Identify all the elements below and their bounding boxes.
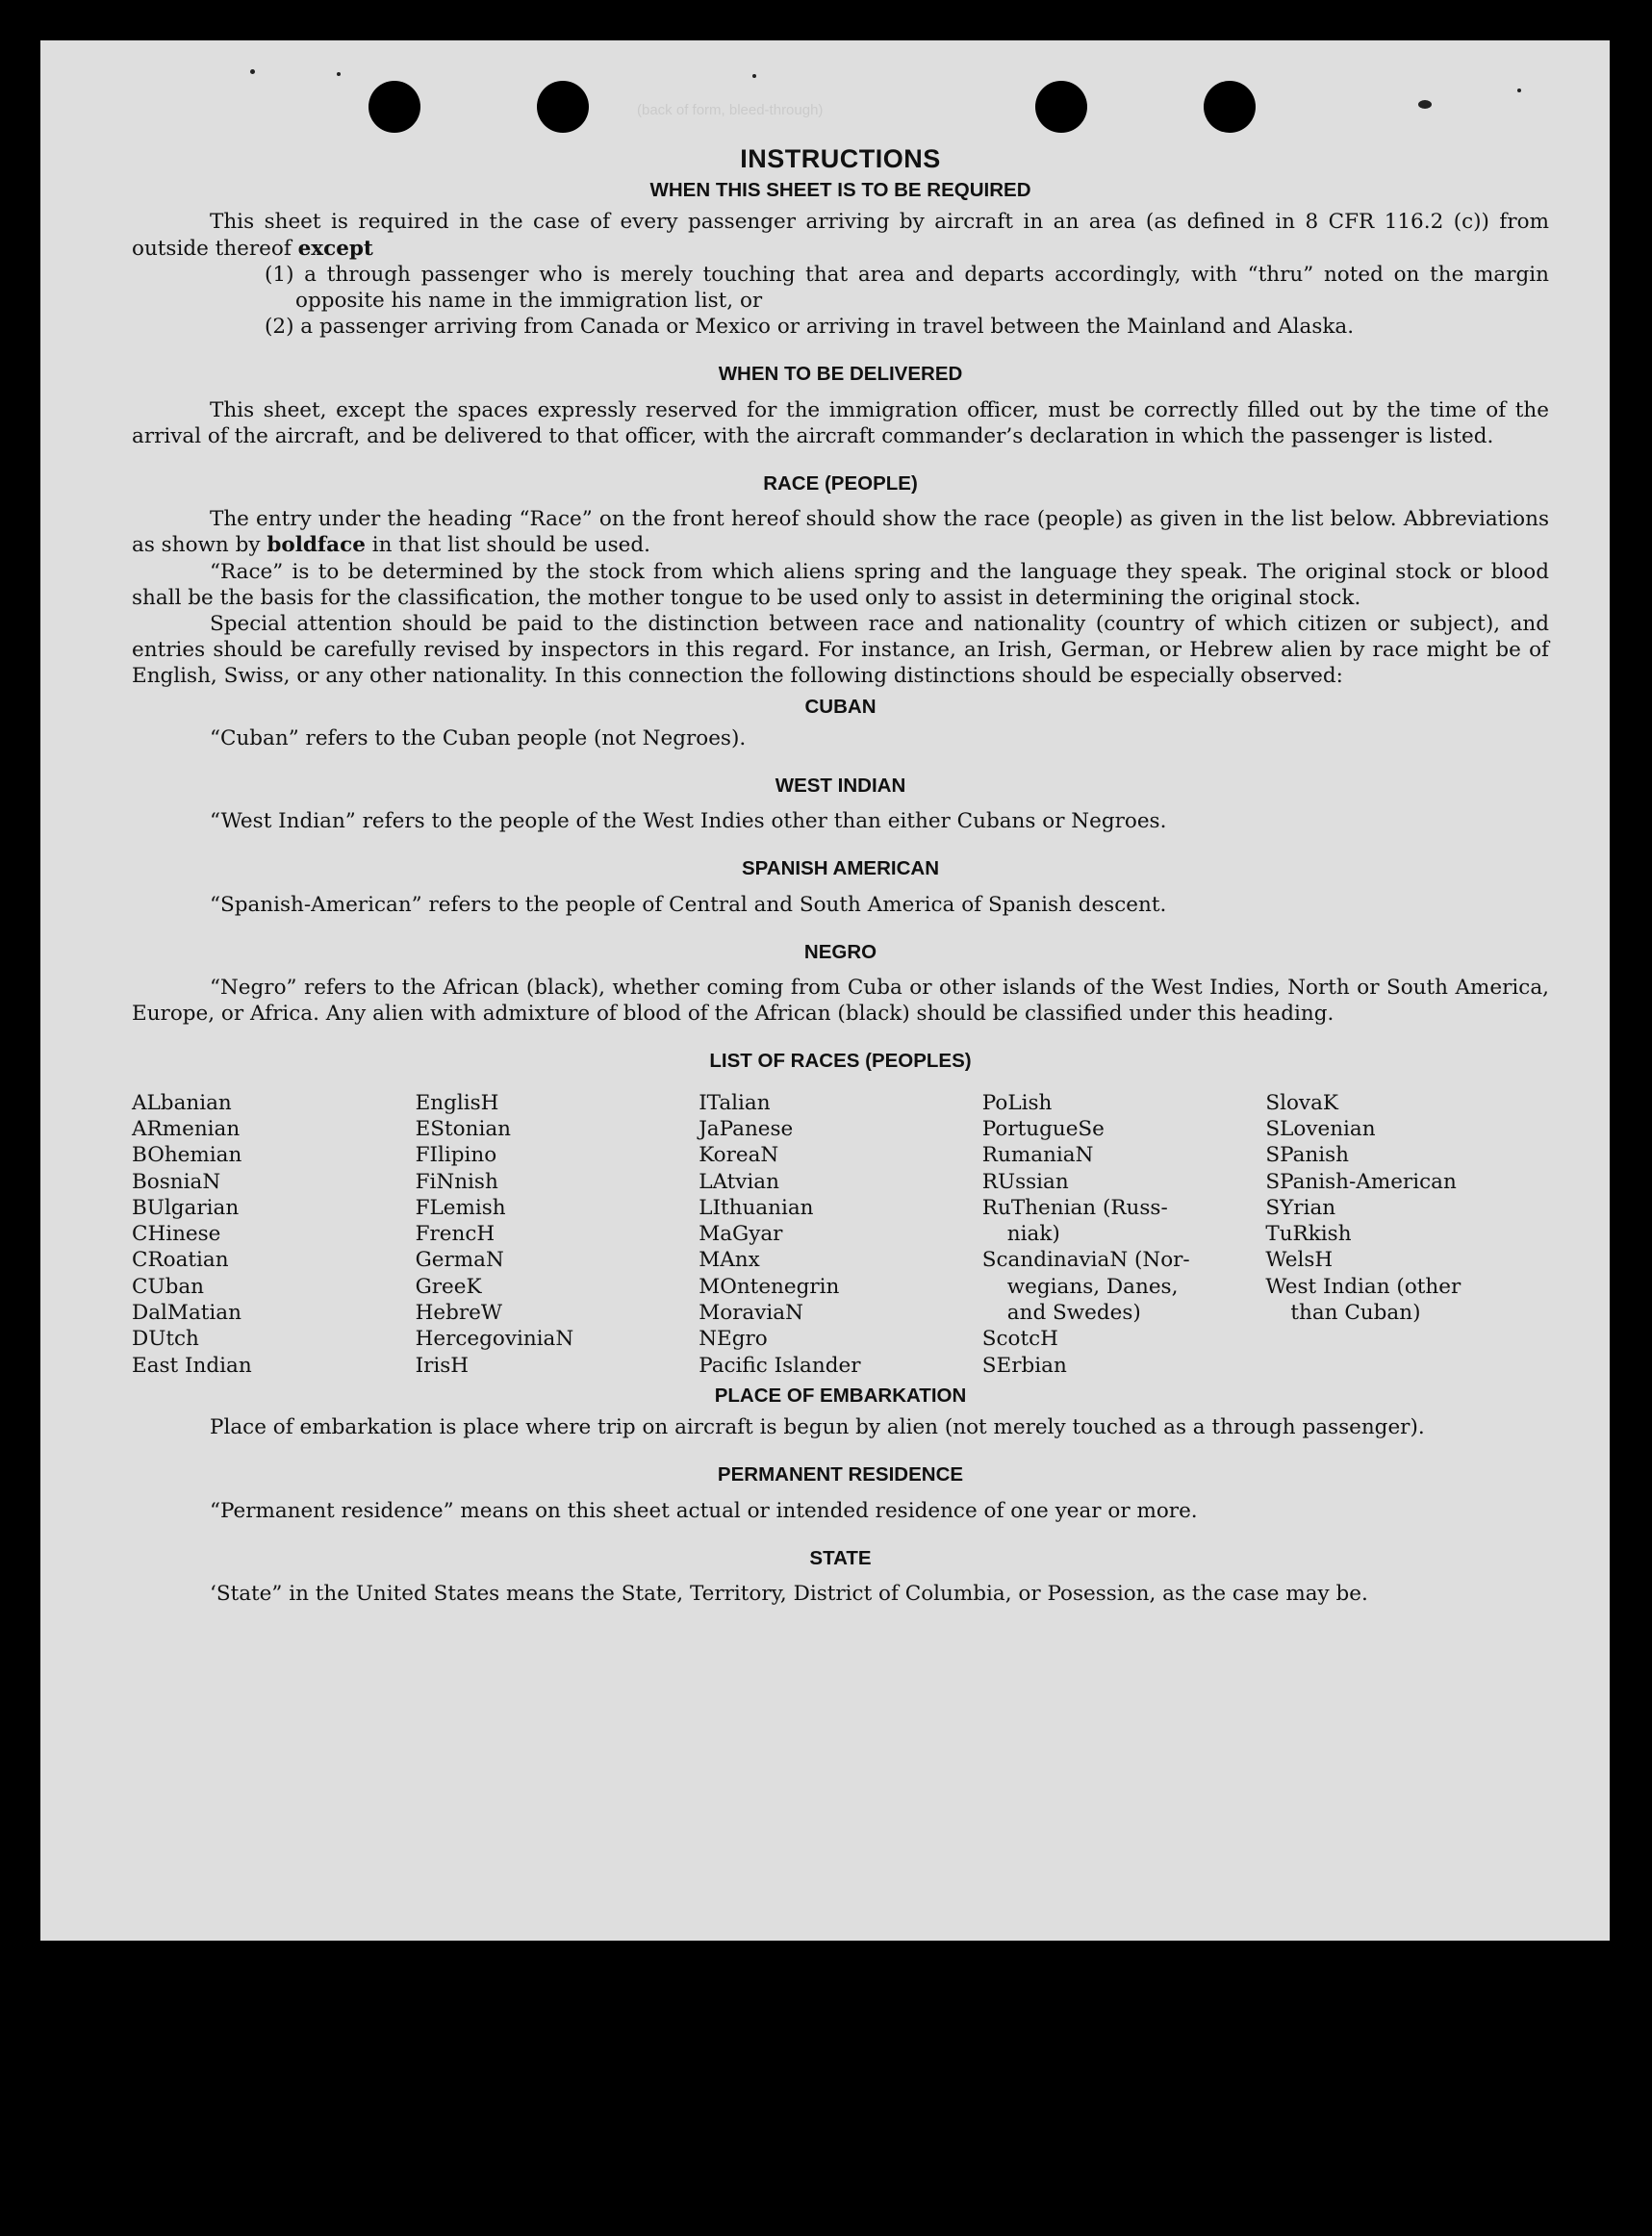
required-item-2: (2) a passenger arriving from Canada or Mexico or arriving in travel between the Mainland and Alaska. — [265, 315, 1355, 340]
heading-negro: NEGRO — [803, 940, 877, 963]
list-item: EnglisH — [415, 1090, 499, 1115]
list-item: Pacific Islander — [699, 1353, 861, 1378]
list-item: CRoatian — [132, 1248, 229, 1273]
list-item: SLovenian — [1265, 1116, 1376, 1141]
list-item: LAtvian — [699, 1169, 779, 1194]
list-item: FiNnish — [415, 1169, 498, 1194]
scan-speck — [250, 69, 255, 74]
races-column-1 — [132, 1090, 416, 1379]
list-item: CUban — [132, 1274, 204, 1299]
required-intro: This sheet is required in the case of every passenger arriving by aircraft in an area (as defined in 8 CFR 116.2 (c)) from outside thereof except — [132, 210, 1549, 261]
list-item: FIlipino — [415, 1143, 497, 1168]
heading-races-list: LIST OF RACES (PEOPLES) — [709, 1050, 972, 1073]
list-item: SErbian — [981, 1353, 1067, 1378]
instructions-content — [132, 146, 1549, 1607]
punch-hole — [537, 81, 589, 133]
list-item: ITalian — [699, 1090, 771, 1115]
list-item: GreeK — [415, 1274, 482, 1299]
races-column-2 — [416, 1090, 699, 1379]
list-item: MaGyar — [699, 1222, 783, 1247]
punch-hole — [1204, 81, 1256, 133]
list-item: West Indian (other — [1265, 1274, 1461, 1299]
race-paragraph-1: The entry under the heading “Race” on the front hereof should show the race (people) as given in the list below. Abbreviations as shown by boldface in that list should be used. — [132, 507, 1549, 558]
list-item: MOntenegrin — [699, 1274, 840, 1299]
scan-speck — [337, 72, 341, 76]
list-item: and Swedes) — [1006, 1301, 1141, 1326]
list-item: IrisH — [415, 1353, 470, 1378]
races-list — [132, 1090, 1549, 1379]
list-item: WelsH — [1265, 1248, 1334, 1273]
list-item: East Indian — [132, 1353, 252, 1378]
cuban-text: “Cuban” refers to the Cuban people (not Negroes). — [210, 725, 747, 750]
heading-spanish-american: SPANISH AMERICAN — [741, 857, 939, 880]
embarkation-text: Place of embarkation is place where trip on aircraft is begun by alien (not merely touched as a through passenger). — [210, 1415, 1425, 1440]
scan-speck — [1418, 100, 1432, 109]
residence-text: “Permanent residence” means on this sheet actual or intended residence of one year or more. — [210, 1498, 1198, 1523]
list-item: SlovaK — [1265, 1090, 1338, 1115]
state-text: ‘State” in the United States means the State, Territory, District of Columbia, or Posession, as the case may be. — [210, 1581, 1368, 1606]
heading-state: STATE — [809, 1546, 872, 1569]
list-item: NEgro — [699, 1327, 768, 1352]
scan-speck — [752, 74, 756, 78]
race-paragraph-3: Special attention should be paid to the distinction between race and nationality (country of which citizen or subject), and entries should be carefully revised by inspectors in this regard. For instance, an Irish, German, or Hebrew alien by race might be of English, Swiss, or any other nationality. In this connection the following distinctions should be especially observed: — [132, 612, 1549, 689]
list-item: TuRkish — [1265, 1222, 1352, 1247]
punch-hole — [1035, 81, 1087, 133]
list-item: wegians, Danes, — [1006, 1274, 1179, 1299]
list-item: SPanish-American — [1265, 1169, 1457, 1194]
list-item: GermaN — [415, 1248, 504, 1273]
races-column-5 — [1265, 1090, 1549, 1379]
list-item: CHinese — [132, 1222, 221, 1247]
list-item: MAnx — [699, 1248, 760, 1273]
scan-speck — [1517, 89, 1521, 92]
list-item: than Cuban) — [1290, 1301, 1421, 1326]
bleed-through-text: (back of form, bleed-through) — [637, 102, 824, 118]
heading-embarkation: PLACE OF EMBARKATION — [714, 1384, 967, 1407]
list-item: PoLish — [981, 1090, 1053, 1115]
list-item: FrencH — [415, 1222, 496, 1247]
document-page — [40, 40, 1610, 1941]
heading-residence: PERMANENT RESIDENCE — [717, 1463, 964, 1486]
negro-text: “Negro” refers to the African (black), whether coming from Cuba or other islands of the West Indies, North or South America, Europe, or Africa. Any alien with admixture of blood of the African (black) should be classified under this heading. — [132, 976, 1549, 1027]
heading-race: RACE (PEOPLE) — [763, 472, 918, 495]
list-item: DUtch — [132, 1327, 199, 1352]
page-title: INSTRUCTIONS — [740, 144, 941, 173]
list-item: ScotcH — [981, 1327, 1058, 1352]
list-item: LIthuanian — [699, 1195, 814, 1220]
heading-cuban: CUBAN — [804, 695, 877, 718]
list-item: MoraviaN — [699, 1301, 803, 1326]
delivered-text: This sheet, except the spaces expressly reserved for the immigration officer, must be correctly filled out by the time of the arrival of the aircraft, and be delivered to that officer, with the aircraft commander’s declaration in which the passenger is listed. — [132, 397, 1549, 448]
list-item: EStonian — [415, 1116, 511, 1141]
list-item: HebreW — [415, 1301, 502, 1326]
list-item: BOhemian — [132, 1143, 242, 1168]
list-item: ARmenian — [132, 1116, 241, 1141]
list-item: SYrian — [1265, 1195, 1336, 1220]
list-item: RumaniaN — [981, 1143, 1094, 1168]
list-item: ALbanian — [132, 1090, 232, 1115]
list-item: FLemish — [415, 1195, 506, 1220]
list-item: RuThenian (Russ- — [981, 1195, 1168, 1220]
spanish-american-text: “Spanish-American” refers to the people of Central and South America of Spanish descent. — [210, 892, 1167, 917]
west-indian-text: “West Indian” refers to the people of the West Indies other than either Cubans or Negroes. — [210, 809, 1167, 834]
race-paragraph-2: “Race” is to be determined by the stock from which aliens spring and the language they speak. The original stock or blood shall be the basis for the classification, the mother tongue to be used only to assist in determining the original stock. — [132, 559, 1549, 610]
races-column-4 — [982, 1090, 1266, 1379]
required-item-1: (1) a through passenger who is merely touching that area and departs accordingly, with “thru” noted on the margin opposite his name in the immigration list, or — [265, 262, 1549, 314]
punch-hole — [369, 81, 420, 133]
list-item: SPanish — [1265, 1143, 1350, 1168]
heading-required: WHEN THIS SHEET IS TO BE REQUIRED — [649, 179, 1031, 202]
list-item: BosniaN — [132, 1169, 221, 1194]
list-item: RUssian — [981, 1169, 1069, 1194]
heading-delivered: WHEN TO BE DELIVERED — [718, 363, 963, 386]
list-item: JaPanese — [699, 1116, 794, 1141]
list-item: niak) — [1006, 1222, 1060, 1247]
list-item: HercegoviniaN — [415, 1327, 574, 1352]
list-item: KoreaN — [699, 1143, 779, 1168]
heading-west-indian: WEST INDIAN — [775, 775, 906, 798]
list-item: ScandinaviaN (Nor- — [981, 1248, 1190, 1273]
list-item: PortugueSe — [981, 1116, 1105, 1141]
list-item: DalMatian — [132, 1301, 241, 1326]
list-item: BUlgarian — [132, 1195, 240, 1220]
races-column-3 — [699, 1090, 982, 1379]
